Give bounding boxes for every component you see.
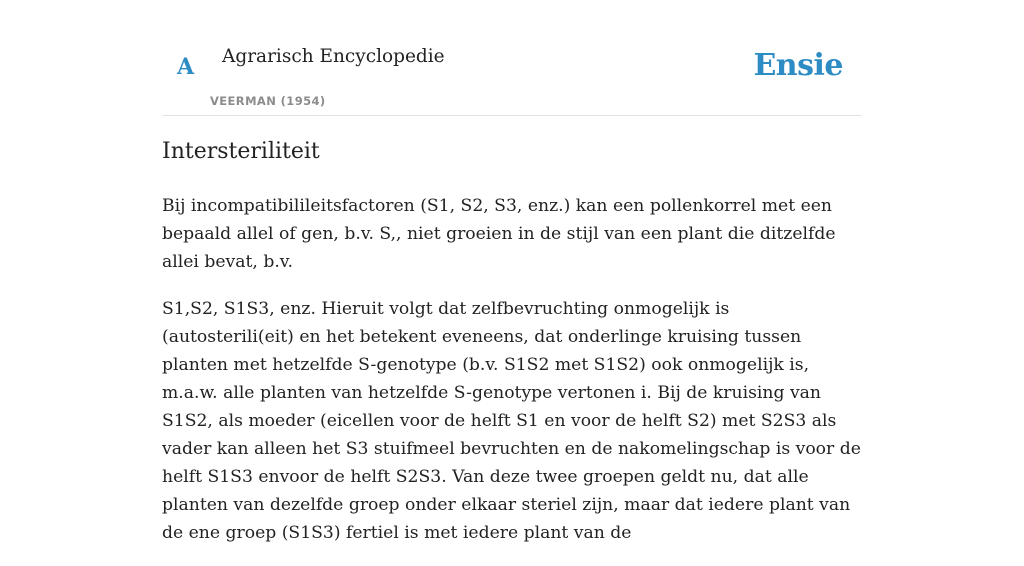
entry-body [162, 192, 862, 566]
entry-title: Intersteriliteit [162, 139, 320, 164]
entry-paragraph: Bij incompatibilileitsfactoren (S1, S2, S3, enz.) kan een pollenkorrel met een bepaald allel of gen, b.v. S,, niet groeien in de stijl van een plant die ditzelfde allei bevat, b.v. [162, 196, 836, 272]
letter-index-link[interactable]: A [177, 54, 195, 80]
book-title-link[interactable]: Agrarisch Encyclopedie [222, 46, 445, 67]
entry-paragraph: S1,S2, S1S3, enz. Hieruit volgt dat zelfbevruchting onmogelijk is (autosterili(eit) en het betekent eveneens, dat onderlinge kruising tussen planten met hetzelfde S-genotype (b.v. S1S2 met S1S2) ook onmogelijk is, m.a.w. alle planten van hetzelfde S-genotype vertonen i. Bij de kruising van S1S2, als moeder (eicellen voor de helft S1 en voor de helft S2) met S2S3 als vader kan alleen het S3 stuifmeel bevruchten en de nakomelingschap is voor de helft S1S3 envoor de helft S2S3. Van deze twee groepen geldt nu, dat alle planten van dezelfde groep onder elkaar steriel zijn, maar dat iedere plant van de ene groep (S1S3) fertiel is met iedere plant van de [162, 299, 861, 543]
content-container [162, 0, 862, 543]
brand-logo-link[interactable]: Ensie [753, 48, 843, 83]
header [162, 0, 862, 116]
book-author: VEERMAN (1954) [210, 94, 326, 108]
